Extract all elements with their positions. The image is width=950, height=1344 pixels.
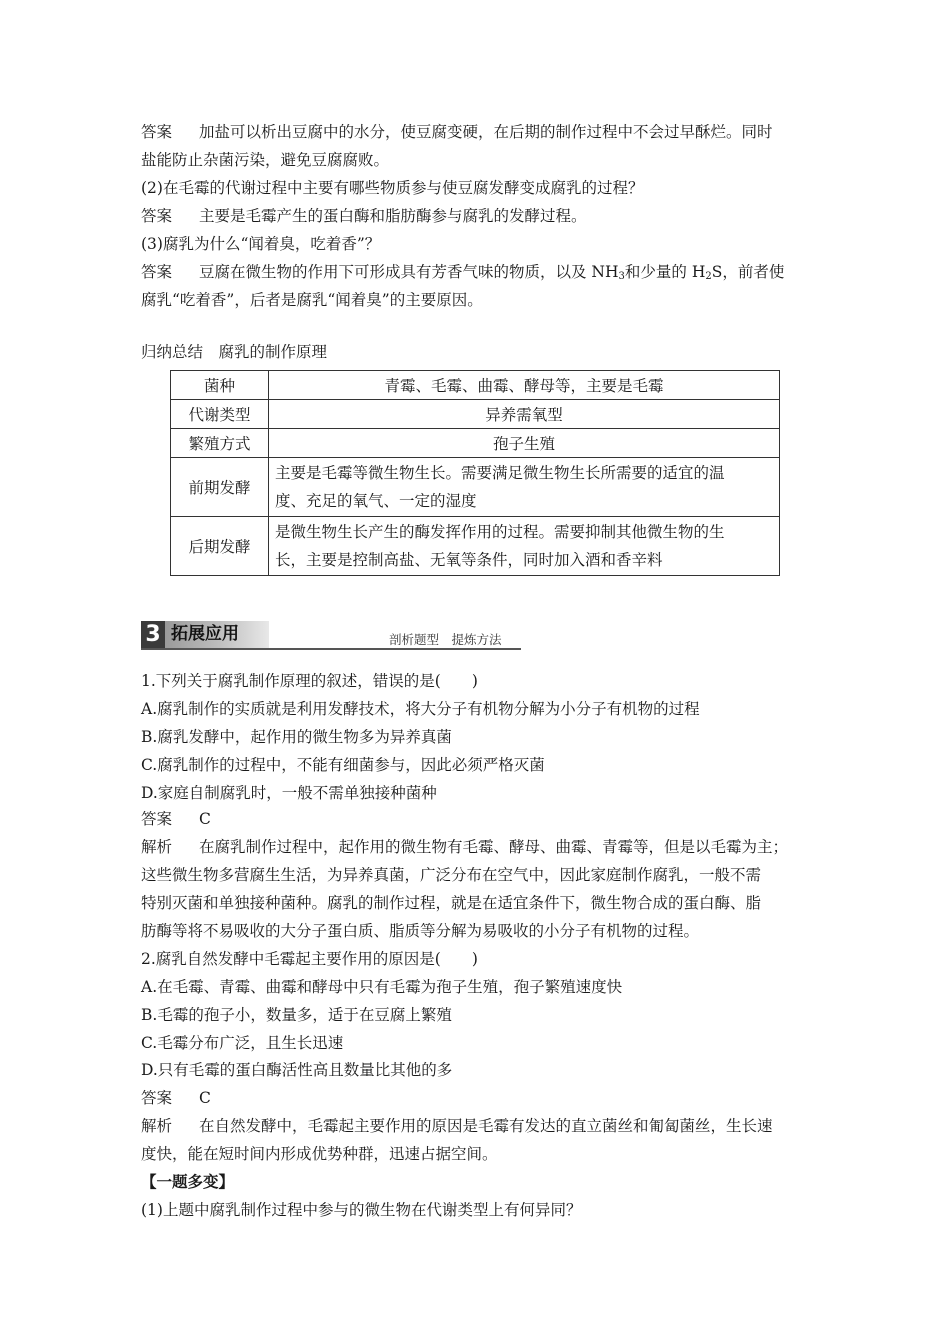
q2-option-c: C.毛霉分布广泛，且生长迅速 bbox=[141, 1034, 344, 1052]
table-key: 前期发酵 bbox=[171, 458, 269, 517]
table-row bbox=[171, 458, 780, 517]
summary-table bbox=[170, 370, 780, 576]
table-value: 孢子生殖 bbox=[269, 429, 780, 458]
table-key: 后期发酵 bbox=[171, 517, 269, 576]
q2-option-d: D.只有毛霉的蛋白酶活性高且数量比其他的多 bbox=[141, 1061, 453, 1079]
q1-answer: 答案 C bbox=[141, 810, 211, 828]
variant-heading: 【一题多变】 bbox=[141, 1172, 235, 1191]
summary-heading: 归纳总结 腐乳的制作原理 bbox=[141, 343, 328, 361]
answer-3-line-2: 腐乳“吃着香”，后者是腐乳“闻着臭”的主要原因。 bbox=[141, 291, 483, 309]
table-key: 繁殖方式 bbox=[171, 429, 269, 458]
variant-question-1: (1)上题中腐乳制作过程中参与的微生物在代谢类型上有何异同？ bbox=[141, 1201, 582, 1219]
table-key: 代谢类型 bbox=[171, 400, 269, 429]
q2-analysis-line-2: 度快，能在短时间内形成优势种群，迅速占据空间。 bbox=[141, 1145, 498, 1163]
q2-option-a: A.在毛霉、青霉、曲霉和酵母中只有毛霉为孢子生殖，孢子繁殖速度快 bbox=[141, 978, 623, 996]
table-value: 主要是毛霉等微生物生长。需要满足微生物生长所需要的适宜的温 度、充足的氧气、一定的湿度 bbox=[269, 458, 780, 517]
section-title: 拓展应用 bbox=[171, 624, 239, 644]
answer-1-line-1: 答案 加盐可以析出豆腐中的水分，使豆腐变硬，在后期的制作过程中不会过早酥烂。同时 bbox=[141, 123, 773, 141]
table-key: 菌种 bbox=[171, 371, 269, 400]
table-value: 异养需氧型 bbox=[269, 400, 780, 429]
answer-2: 答案 主要是毛霉产生的蛋白酶和脂肪酶参与腐乳的发酵过程。 bbox=[141, 207, 587, 225]
q2-analysis-line-1: 解析 在自然发酵中，毛霉起主要作用的原因是毛霉有发达的直立菌丝和匍匐菌丝，生长速 bbox=[141, 1117, 773, 1135]
table-row bbox=[171, 371, 780, 400]
table-row bbox=[171, 517, 780, 576]
q2-option-b: B.毛霉的孢子小，数量多，适于在豆腐上繁殖 bbox=[141, 1006, 452, 1024]
q1-analysis-line-2: 这些微生物多营腐生生活，为异养真菌，广泛分布在空气中，因此家庭制作腐乳，一般不需 bbox=[141, 866, 762, 884]
q1-analysis-line-1: 解析 在腐乳制作过程中，起作用的微生物有毛霉、酵母、曲霉、青霉等，但是以毛霉为主； bbox=[141, 838, 789, 856]
question-3: (3)腐乳为什么“闻着臭，吃着香”？ bbox=[141, 235, 381, 253]
table-row bbox=[171, 400, 780, 429]
q1-option-b: B.腐乳发酵中，起作用的微生物多为异养真菌 bbox=[141, 728, 452, 746]
section-subtitle: 剖析题型 提炼方法 bbox=[389, 632, 502, 647]
section-banner bbox=[141, 621, 521, 651]
q1-analysis-line-3: 特别灭菌和单独接种菌种。腐乳的制作过程，就是在适宜条件下，微生物合成的蛋白酶、脂 bbox=[141, 894, 762, 912]
table-value: 是微生物生长产生的酶发挥作用的过程。需要抑制其他微生物的生 长，主要是控制高盐、无氧等条件，同时加入酒和香辛料 bbox=[269, 517, 780, 576]
q2-answer: 答案 C bbox=[141, 1089, 211, 1107]
q1-stem: 1.下列关于腐乳制作原理的叙述，错误的是( ) bbox=[141, 672, 478, 690]
q1-option-c: C.腐乳制作的过程中，不能有细菌参与，因此必须严格灭菌 bbox=[141, 756, 545, 774]
answer-3-line-1: 答案 豆腐在微生物的作用下可形成具有芳香气味的物质，以及 $NH_3$和少量的 $H_2S$，前者使 bbox=[141, 263, 785, 282]
q1-analysis-line-4: 肪酶等将不易吸收的大分子蛋白质、脂质等分解为易吸收的小分子有机物的过程。 bbox=[141, 922, 700, 940]
table-row bbox=[171, 429, 780, 458]
banner-underline bbox=[141, 648, 521, 650]
q2-stem: 2.腐乳自然发酵中毛霉起主要作用的原因是( ) bbox=[141, 950, 478, 968]
answer-1-line-2: 盐能防止杂菌污染，避免豆腐腐败。 bbox=[141, 151, 390, 169]
section-number: 3 bbox=[141, 621, 165, 648]
table-value: 青霉、毛霉、曲霉、酵母等，主要是毛霉 bbox=[269, 371, 780, 400]
q1-option-d: D.家庭自制腐乳时，一般不需单独接种菌种 bbox=[141, 784, 437, 802]
q1-option-a: A.腐乳制作的实质就是利用发酵技术，将大分子有机物分解为小分子有机物的过程 bbox=[141, 700, 700, 718]
question-2: (2)在毛霉的代谢过程中主要有哪些物质参与使豆腐发酵变成腐乳的过程？ bbox=[141, 179, 644, 197]
